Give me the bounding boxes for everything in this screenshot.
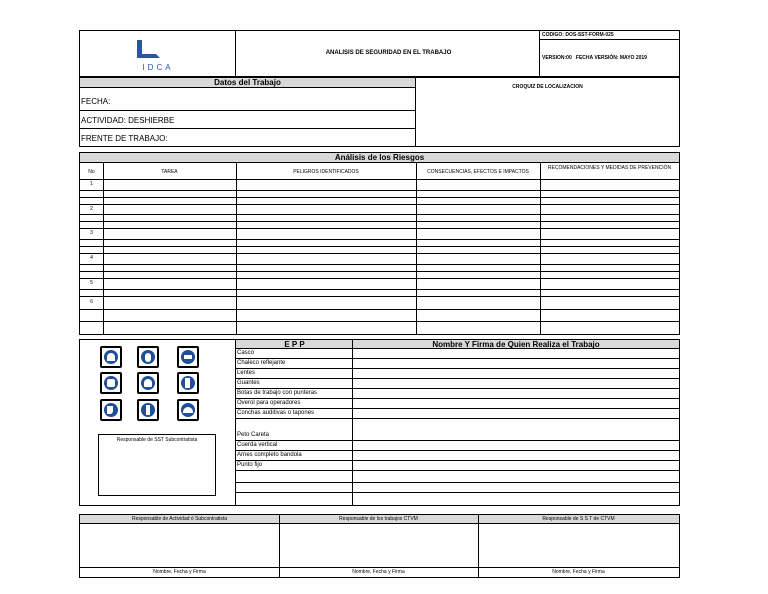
hard-hat-icon bbox=[177, 399, 199, 421]
responsable-sst-label: Responsable de SST Subcontratista bbox=[116, 437, 198, 443]
datos-block bbox=[79, 77, 680, 147]
footer-col-actividad: Responsable de Actividad ó Subcontratista bbox=[131, 516, 228, 522]
epp-item: Lentes bbox=[237, 370, 256, 376]
footer-signature-label: Nombre, Fecha y Firma bbox=[153, 569, 206, 575]
footer-signature-label: Nombre, Fecha y Firma bbox=[352, 569, 405, 575]
epp-title: E P P bbox=[236, 340, 353, 349]
croquis-label: CROQUIZ DE LOCALIZACION bbox=[415, 78, 679, 146]
version-text: VERSION:00 bbox=[542, 55, 572, 61]
epp-item: Arnes completo bandola bbox=[237, 452, 302, 458]
row-number: 4 bbox=[90, 255, 93, 261]
footer-col-ctvm: Responsable de los trabajos CTVM bbox=[339, 516, 418, 522]
header-block bbox=[79, 30, 680, 77]
epp-block bbox=[79, 339, 680, 506]
datos-divider-2 bbox=[80, 128, 415, 129]
code-cell bbox=[539, 31, 679, 76]
footer-bottom-line bbox=[80, 567, 679, 568]
glove-icon bbox=[137, 346, 159, 368]
epp-icons-area bbox=[80, 340, 236, 505]
page-title: ANALISIS DE SEGURIDAD EN EL TRABAJO bbox=[325, 50, 452, 56]
col-recomendaciones: RECOMENDACIONES Y MEDIDAS DE PREVENCIÓN bbox=[547, 165, 672, 171]
col-tarea: TAREA bbox=[161, 169, 178, 175]
row-number: 5 bbox=[90, 280, 93, 286]
analisis-section-title: Análisis de los Riesgos bbox=[80, 153, 679, 163]
epp-item: Peto Careta bbox=[237, 432, 270, 438]
footer-col-sst: Responsable de S S T de CTVM bbox=[542, 516, 615, 522]
respirator-icon bbox=[177, 372, 199, 394]
version-row bbox=[542, 55, 680, 61]
vest-icon bbox=[100, 372, 122, 394]
fecha-version-text: FECHA VERSIÓN: MAYO 2019 bbox=[575, 55, 647, 61]
epp-item: Overol para operadores bbox=[237, 400, 301, 406]
analisis-block bbox=[79, 152, 680, 335]
epp-item: Casco bbox=[237, 350, 255, 356]
helmet-icon bbox=[137, 372, 159, 394]
boot-icon bbox=[100, 399, 122, 421]
datos-divider-1 bbox=[80, 110, 415, 111]
idca-logo-icon bbox=[134, 38, 174, 64]
welding-mask-icon bbox=[177, 346, 199, 368]
logo-text: IDCA bbox=[142, 63, 174, 72]
row-number: 3 bbox=[90, 230, 93, 236]
col-no: No bbox=[88, 169, 95, 175]
epp-item: Conchas auditivas o tapones bbox=[237, 410, 315, 416]
datos-section-title: Datos del Trabajo bbox=[80, 78, 415, 88]
row-number: 1 bbox=[90, 181, 93, 187]
epp-item: Punto fijo bbox=[237, 462, 263, 468]
harness-icon bbox=[137, 399, 159, 421]
responsable-sst-box bbox=[98, 434, 216, 496]
footer-block bbox=[79, 514, 680, 578]
epp-item: Guantes bbox=[237, 380, 260, 386]
codigo-text: CODIGO: DOS-SST-FORM-025 bbox=[540, 31, 680, 40]
epp-item: Botas de trabajo con punteras bbox=[237, 390, 318, 396]
col-peligros: PELIGROS IDENTIFICADOS bbox=[293, 169, 359, 175]
row-number: 2 bbox=[90, 206, 93, 212]
epp-item: Cuerda vertical bbox=[237, 442, 278, 448]
row-number: 6 bbox=[90, 299, 93, 305]
epp-signature-title: Nombre Y Firma de Quien Realiza el Trabajo bbox=[352, 340, 679, 349]
col-consecuencias: CONSECUENCIAS, EFECTOS E IMPACTOS bbox=[427, 169, 529, 175]
frente-label: FRENTE DE TRABAJO: bbox=[81, 134, 168, 143]
footer-signature-label: Nombre, Fecha y Firma bbox=[552, 569, 605, 575]
actividad-label: ACTIVIDAD: DESHIERBE bbox=[81, 116, 175, 125]
epp-item: Chaleco reflejante bbox=[237, 360, 286, 366]
face-shield-icon bbox=[100, 346, 122, 368]
logo-cell bbox=[80, 31, 236, 76]
fecha-label: FECHA: bbox=[81, 97, 111, 106]
